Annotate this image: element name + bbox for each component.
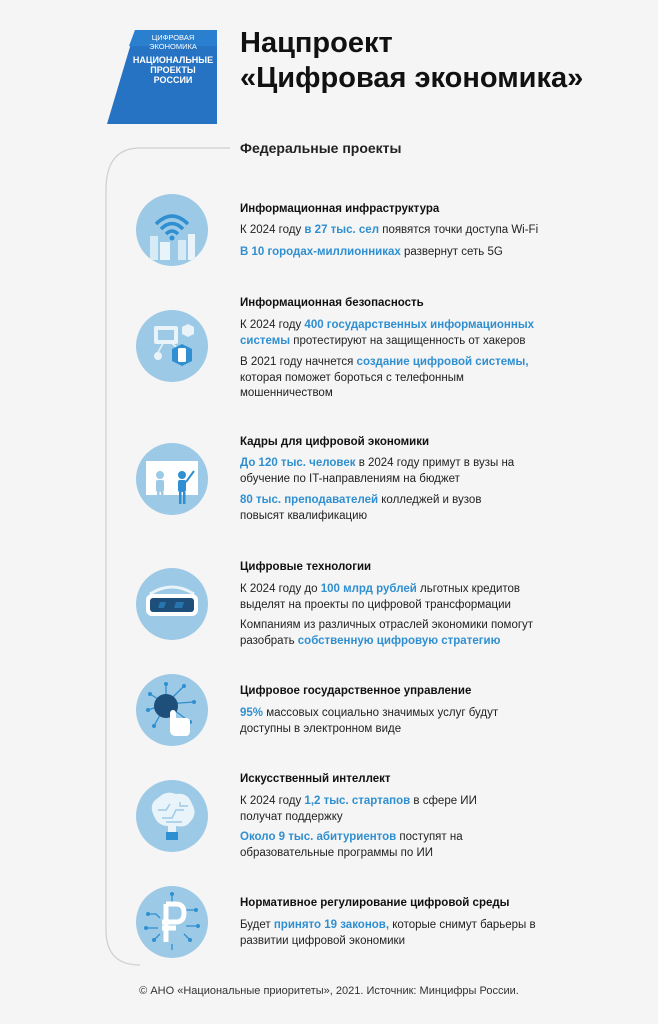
project-text — [240, 223, 560, 239]
text-part: К 2024 году до — [240, 583, 321, 595]
vr-headset-icon — [136, 568, 208, 640]
project-text — [240, 318, 540, 349]
logo-text-4: ПРОЕКТЫ — [150, 65, 196, 75]
text-part: К 2024 году — [240, 795, 305, 807]
project-text — [240, 245, 560, 261]
project-text — [240, 493, 520, 524]
security-icon — [136, 310, 208, 382]
text-part: К 2024 году — [240, 319, 305, 331]
project-title: Нормативное регулирование цифровой среды — [240, 897, 510, 909]
project-text — [240, 794, 520, 825]
project-text — [240, 456, 520, 487]
highlight-text: создание цифровой системы, — [356, 356, 529, 368]
text-part: льготных кредитов выделят на проекты по цифровой трансформации — [240, 583, 521, 611]
brain-circuit-icon — [136, 780, 208, 852]
wifi-icon — [136, 194, 208, 266]
text-part: Компаниям из различных отраслей экономики помогут разобрать — [240, 619, 534, 647]
footer-source: © АНО «Национальные приоритеты», 2021. Источник: Минцифры России. — [139, 985, 519, 997]
logo-text-2: ЭКОНОМИКА — [149, 42, 197, 51]
text-part: развернут сеть 5G — [400, 246, 503, 258]
text-part: появятся точки доступа Wi-Fi — [379, 224, 539, 236]
logo-text-3: НАЦИОНАЛЬНЫЕ — [132, 55, 214, 65]
section-subtitle: Федеральные проекты — [240, 140, 402, 156]
highlight-text: 95% — [240, 707, 264, 719]
project-text — [240, 618, 550, 649]
logo-text-1: ЦИФРОВАЯ — [151, 33, 195, 42]
project-title: Искусственный интеллект — [240, 773, 391, 785]
highlight-text: собственную цифровую стратегию — [297, 634, 501, 647]
text-part: в сфере ИИ получат поддержку — [240, 795, 477, 823]
project-text — [240, 918, 540, 949]
touch-network-icon — [136, 674, 208, 746]
text-part: которая поможет бороться с телефонным мошенничеством — [240, 371, 464, 399]
project-title: Кадры для цифровой экономики — [240, 436, 430, 448]
project-title: Информационная безопасность — [240, 297, 424, 309]
highlight-text: До 120 тыс. человек — [240, 457, 356, 469]
project-text — [240, 706, 520, 737]
project-text — [240, 830, 500, 861]
logo — [107, 26, 219, 124]
page-title-line-1: Нацпроект — [240, 27, 393, 59]
highlight-text: в 27 тыс. сел — [304, 224, 380, 236]
text-part: В 2021 году начнется — [240, 356, 357, 368]
teacher-icon — [136, 443, 208, 515]
logo-text-5: РОССИИ — [153, 75, 193, 85]
text-part: протестируют на защищенность от хакеров — [290, 334, 526, 347]
page-title-line-2: «Цифровая экономика» — [240, 62, 584, 94]
text-part: которые снимут барьеры в развитии цифровой экономики — [240, 919, 536, 947]
highlight-text: 100 млрд рублей — [320, 583, 417, 595]
text-part: Будет — [240, 919, 274, 931]
text-part: в 2024 году примут в вузы на обучение по IT-направлениям на бюджет — [240, 457, 515, 485]
project-title: Цифровое государственное управление — [240, 685, 472, 697]
highlight-text: Около 9 тыс. абитуриентов — [240, 831, 397, 843]
highlight-text: В 10 городах-миллионниках — [240, 246, 401, 258]
highlight-text: 400 государственных информационных системы — [240, 319, 535, 347]
highlight-text: 80 тыс. преподавателей — [240, 494, 379, 506]
project-title: Цифровые технологии — [240, 561, 372, 573]
highlight-text: принято 19 законов, — [273, 919, 390, 931]
project-title: Информационная инфраструктура — [240, 203, 440, 215]
text-part: К 2024 году — [240, 224, 305, 236]
text-part: колледжей и вузов повысят квалификацию — [240, 494, 482, 522]
text-part: поступят на образовательные программы по ИИ — [240, 831, 463, 859]
project-text — [240, 355, 540, 402]
ruble-circuit-icon — [136, 886, 208, 958]
project-text — [240, 582, 540, 613]
text-part: массовых социально значимых услуг будут доступны в электронном виде — [240, 707, 499, 735]
page-title — [240, 26, 583, 96]
highlight-text: 1,2 тыс. стартапов — [304, 795, 411, 807]
